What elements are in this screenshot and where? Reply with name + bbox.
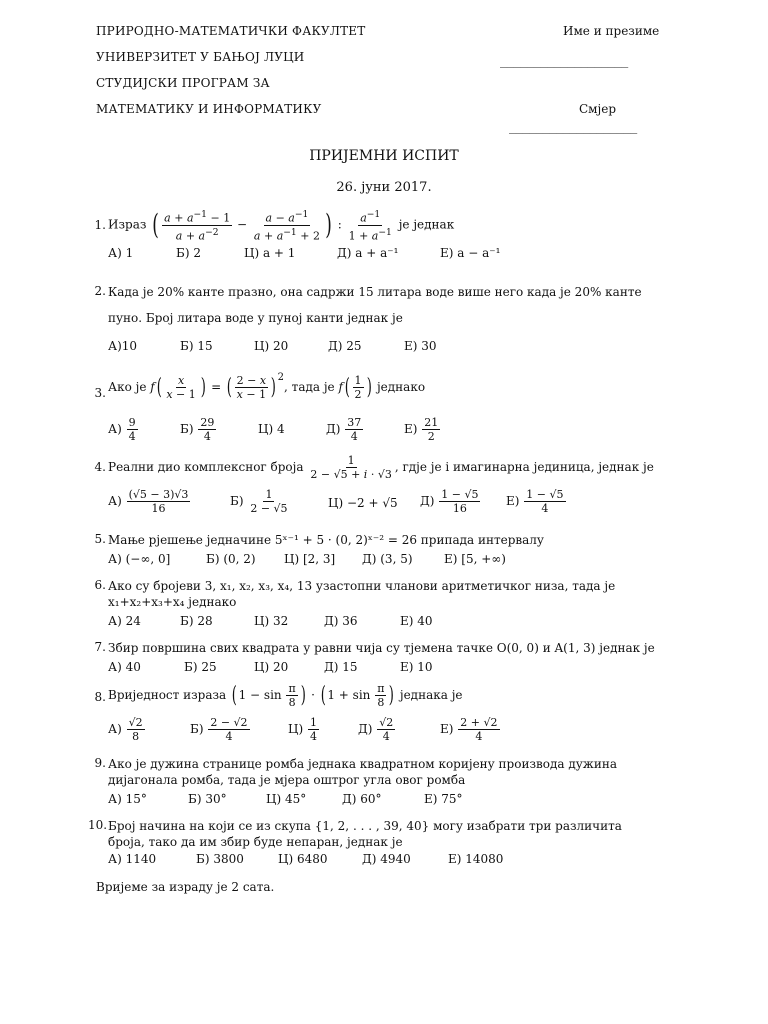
option-d[interactable]: Д) (3, 5) bbox=[362, 552, 413, 566]
question-2 bbox=[88, 284, 650, 336]
option-c[interactable]: Ц) a + 1 bbox=[244, 246, 296, 260]
option-d[interactable]: Д) $\frac{37}{4}$ bbox=[326, 416, 362, 443]
question-1: 1. Израз ( $\frac{a + a^{-1} - 1}{a + a^{-2}}$ − $\frac{a - a^{-1}}{a + a^{-1} + 2}$ ) : $\frac{a^{-1}}{1 + a^{-1}}$ је једнак bbox=[88, 208, 658, 242]
option-d[interactable]: Д) 25 bbox=[328, 339, 362, 353]
option-a[interactable]: А) 1140 bbox=[108, 852, 157, 866]
option-e[interactable]: Е) 75° bbox=[424, 792, 463, 806]
option-b[interactable]: Б) $\frac{1}{2 - √5}$ bbox=[230, 488, 288, 515]
time-note: Вријеме за израду је 2 сата. bbox=[96, 880, 275, 894]
question-number: 8. bbox=[94, 690, 106, 704]
question-number: 7. bbox=[94, 640, 106, 654]
option-b[interactable]: Б) 28 bbox=[180, 614, 213, 628]
question-text: Ако је дужина странице ромба једнака квадратном коријену производа дужина дијагонала ромба, тада је мјера оштрог угла овог ромба bbox=[108, 757, 617, 787]
option-e[interactable]: Е) 10 bbox=[400, 660, 433, 674]
option-e[interactable]: Е) a − a⁻¹ bbox=[440, 246, 501, 260]
question-text: Израз bbox=[108, 217, 147, 232]
question-text: Вриједност израза bbox=[108, 688, 227, 702]
question-number: 9. bbox=[94, 756, 106, 770]
option-d[interactable]: Д) 60° bbox=[342, 792, 382, 806]
option-e[interactable]: Е) $\frac{21}{2}$ bbox=[404, 416, 439, 443]
track-line: ___________________ bbox=[509, 120, 637, 134]
question-number: 1. bbox=[94, 218, 106, 232]
name-label: Име и презиме bbox=[563, 24, 660, 38]
question-4: 4. Реални дио комплексног броја $\frac{1}{2 - √5 + i \cdot √3}$ , гдје је i имагинарна јединица, једнак је bbox=[88, 454, 668, 486]
field-label: МАТЕМАТИКУ И ИНФОРМАТИКУ bbox=[96, 102, 322, 116]
option-b[interactable]: Б) $\frac{29}{4}$ bbox=[180, 416, 215, 443]
question-text-end: једнака је bbox=[399, 688, 463, 702]
question-text: Мање рјешење једначине 5ˣ⁻¹ + 5 · (0, 2)ˣ⁻² = 26 припада интервалу bbox=[108, 533, 544, 547]
question-number: 6. bbox=[94, 578, 106, 592]
question-number: 4. bbox=[94, 460, 106, 474]
option-b[interactable]: Б) 25 bbox=[184, 660, 217, 674]
option-c[interactable]: Ц) [2, 3] bbox=[284, 552, 336, 566]
question-number: 5. bbox=[94, 532, 106, 546]
option-c[interactable]: Ц) 4 bbox=[258, 422, 285, 436]
program-label: СТУДИЈСКИ ПРОГРАМ ЗА bbox=[96, 76, 270, 90]
option-b[interactable]: Б) 30° bbox=[188, 792, 227, 806]
option-a[interactable]: А) 40 bbox=[108, 660, 141, 674]
question-number: 2. bbox=[94, 284, 106, 298]
exam-title: ПРИЈЕМНИ ИСПИТ bbox=[309, 148, 459, 164]
option-c[interactable]: Ц) 6480 bbox=[278, 852, 328, 866]
faculty-name: ПРИРОДНО-МАТЕМАТИЧКИ ФАКУЛТЕТ bbox=[96, 24, 366, 38]
question-text: Збир површина свих квадрата у равни чија су тјемена тачке O(0, 0) и A(1, 3) једнак је bbox=[108, 641, 655, 655]
question-5 bbox=[88, 532, 668, 548]
option-d[interactable]: Д) a + a⁻¹ bbox=[337, 246, 399, 260]
option-d[interactable]: Д) 15 bbox=[324, 660, 358, 674]
option-c[interactable]: Ц) 20 bbox=[254, 339, 289, 353]
question-text: Ако су бројеви 3, x₁, x₂, x₃, x₄, 13 узастопни чланови аритметичког низа, тада је x₁+x₂+x₃+x₄ једнако bbox=[108, 579, 616, 609]
exam-date: 26. јуни 2017. bbox=[336, 180, 432, 195]
option-b[interactable]: Б) $\frac{2 - √2}{4}$ bbox=[190, 716, 248, 743]
option-c[interactable]: Ц) 45° bbox=[266, 792, 307, 806]
option-e[interactable]: Е) 14080 bbox=[448, 852, 504, 866]
question-3: 3. Ако је f( $\frac{x}{x - 1}$ ) = ( $\frac{2 - x}{x - 1}$ ) $^2$, тада је f( $\frac{1}{2}$ ) једнако bbox=[88, 372, 658, 412]
university-name: УНИВЕРЗИТЕТ У БАЊОЈ ЛУЦИ bbox=[96, 50, 305, 64]
question-text-end: , гдје је i имагинарна јединица, једнак је bbox=[394, 460, 654, 474]
option-a[interactable]: А)10 bbox=[108, 339, 138, 353]
option-d[interactable]: Д) $\frac{1 - √5}{16}$ bbox=[420, 488, 479, 515]
option-d[interactable]: Д) $\frac{√2}{4}$ bbox=[358, 716, 394, 743]
option-b[interactable]: Б) 3800 bbox=[196, 852, 244, 866]
question-text: Када је 20% канте празно, она садржи 15 литара воде више него када је 20% канте пуно. Број литара воде у пуној канти једнак је bbox=[108, 285, 642, 325]
option-c[interactable]: Ц) −2 + √5 bbox=[328, 496, 398, 510]
option-e[interactable]: Е) [5, +∞) bbox=[444, 552, 506, 566]
option-a[interactable]: А) 15° bbox=[108, 792, 147, 806]
question-text: Број начина на који се из скупа {1, 2, . . . , 39, 40} могу изабрати три различита броја, тако да им збир буде непаран, једнак је bbox=[108, 819, 622, 849]
option-a[interactable]: А) $\frac{(√5 - 3)√3}{16}$ bbox=[108, 488, 189, 515]
question-text-end: је једнак bbox=[398, 217, 455, 232]
option-d[interactable]: Д) 4940 bbox=[362, 852, 411, 866]
option-e[interactable]: Е) 30 bbox=[404, 339, 437, 353]
option-a[interactable]: А) (−∞, 0] bbox=[108, 552, 171, 566]
option-b[interactable]: Б) (0, 2) bbox=[206, 552, 256, 566]
option-c[interactable]: Ц) 32 bbox=[254, 614, 289, 628]
option-c[interactable]: Ц) 20 bbox=[254, 660, 289, 674]
question-7 bbox=[88, 640, 668, 656]
option-a[interactable]: А) $\frac{9}{4}$ bbox=[108, 416, 136, 443]
question-8: 8. Вриједност израза ( 1 − sin $\frac{\pi}{8}$ ) · ( 1 + sin $\frac{\pi}{8}$ ) једнака је bbox=[88, 682, 658, 716]
option-e[interactable]: Е) 40 bbox=[400, 614, 433, 628]
question-number: 3. bbox=[94, 386, 106, 400]
question-text-end: једнако bbox=[376, 380, 426, 394]
option-b[interactable]: Б) 2 bbox=[176, 246, 201, 260]
option-e[interactable]: Е) $\frac{2 + √2}{4}$ bbox=[440, 716, 498, 743]
option-a[interactable]: А) 1 bbox=[108, 246, 134, 260]
track-label: Смјер bbox=[579, 102, 617, 116]
option-c[interactable]: Ц) $\frac{1}{4}$ bbox=[288, 716, 317, 743]
option-a[interactable]: А) $\frac{√2}{8}$ bbox=[108, 716, 143, 743]
question-10 bbox=[88, 818, 658, 850]
question-9 bbox=[88, 756, 668, 788]
name-line: ___________________ bbox=[500, 54, 628, 68]
question-text: Ако је bbox=[108, 380, 147, 394]
question-number: 10. bbox=[88, 818, 108, 832]
option-e[interactable]: Е) $\frac{1 - √5}{4}$ bbox=[506, 488, 564, 515]
question-6 bbox=[88, 578, 658, 610]
question-text: Реални дио комплексног броја bbox=[108, 460, 304, 474]
option-b[interactable]: Б) 15 bbox=[180, 339, 213, 353]
question-text-mid: , тада је bbox=[284, 380, 335, 394]
option-d[interactable]: Д) 36 bbox=[324, 614, 358, 628]
option-a[interactable]: А) 24 bbox=[108, 614, 141, 628]
